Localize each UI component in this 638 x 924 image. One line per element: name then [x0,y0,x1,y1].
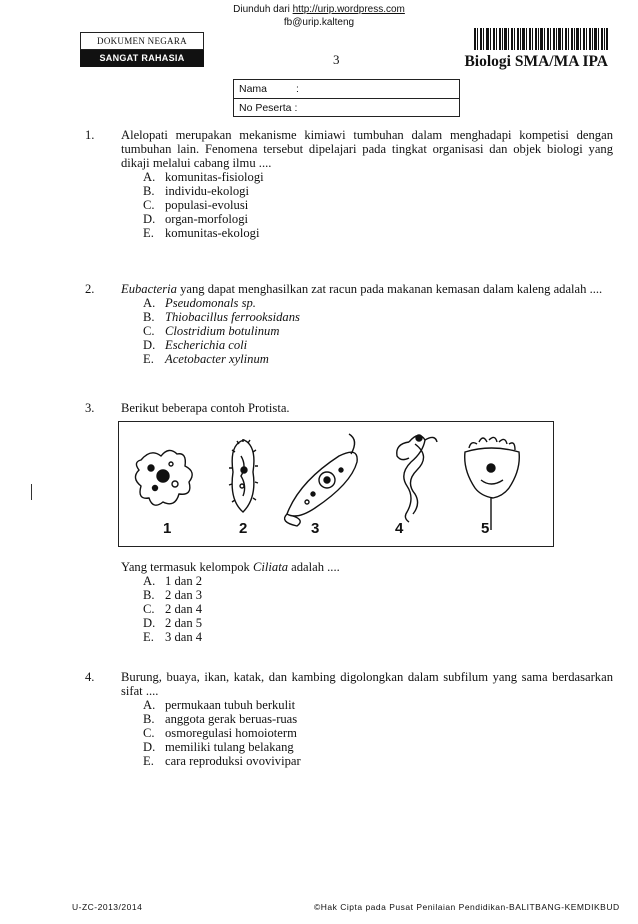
participant-number-row[interactable] [234,98,459,117]
option-key: D. [143,616,156,630]
option-key: A. [143,698,156,712]
option-text: permukaan tubuh berkulit [165,698,296,712]
option-a[interactable] [143,698,613,712]
option-text: komunitas-fisiologi [165,170,264,184]
option-b[interactable] [143,588,613,602]
option-text: memiliki tulang belakang [165,740,294,754]
option-key: E. [143,352,154,366]
option-text: 2 dan 5 [165,616,203,630]
paramecium-icon [229,439,258,512]
option-key: D. [143,212,156,226]
protista-figure [118,421,554,547]
identity-box [233,79,460,117]
question-text: Alelopati merupakan mekanisme kimiawi tumbuhan dalam menghadapi kompetisi dengan tumbuhan lain. Fenomena tersebut dipelajari pada tingkat organisasi dan objek biologi yang dikaji melalui cabang ilmu .... [121,128,613,170]
question-number: 2. [85,282,95,296]
participant-number-label: No Peserta : [239,102,298,114]
option-text: organ-morfologi [165,212,249,226]
option-b[interactable] [143,310,613,324]
option-e[interactable] [143,754,613,768]
option-key: B. [143,310,155,324]
option-d[interactable] [143,616,613,630]
option-key: B. [143,184,155,198]
option-text: cara reproduksi ovovivipar [165,754,301,768]
option-b[interactable] [143,712,613,726]
option-d[interactable] [143,740,613,754]
option-a[interactable] [143,574,613,588]
name-row[interactable] [234,80,459,98]
option-e[interactable] [143,226,613,240]
option-text: 2 dan 4 [165,602,203,616]
option-b[interactable] [143,184,613,198]
option-list [143,574,613,644]
figure-label-3: 3 [311,520,320,537]
option-list [143,170,613,240]
option-key: C. [143,602,155,616]
option-d[interactable] [143,212,613,226]
option-key: A. [143,170,156,184]
vorticella-icon [465,437,520,530]
option-key: D. [143,740,156,754]
doc-label: DOKUMEN NEGARA [80,32,204,50]
option-a[interactable] [143,170,613,184]
euglena-icon [285,434,358,526]
option-key: D. [143,338,156,352]
option-e[interactable] [143,630,613,644]
option-text: Pseudomonals sp. [165,296,256,310]
figure-label-4: 4 [395,520,404,537]
stem-text: Yang termasuk kelompok [121,560,253,574]
option-text: Escherichia coli [165,338,248,352]
option-text: 3 dan 4 [165,630,203,644]
question-3-stem [85,560,613,644]
subject-title: Biologi SMA/MA IPA [464,53,608,70]
amoeba-icon [135,450,192,505]
option-key: E. [143,630,154,644]
stem-text-end: adalah .... [288,560,340,574]
question-1 [85,128,613,240]
question-text: Burung, buaya, ikan, katak, dan kambing digolongkan dalam subfilum yang sama berdasarkan sifat .... [121,670,613,698]
footer-code: U-ZC-2013/2014 [72,902,143,912]
option-c[interactable] [143,602,613,616]
question-2 [85,282,613,366]
question-number: 3. [85,401,95,415]
option-key: E. [143,754,154,768]
option-e[interactable] [143,352,613,366]
secret-label: SANGAT RAHASIA [80,50,204,67]
question-number: 1. [85,128,95,142]
name-label: Nama [239,83,268,95]
source-contact: fb@urip.kalteng [283,17,355,28]
question-stem [121,560,613,574]
option-text: 1 dan 2 [165,574,203,588]
source-prefix: Diunduh dari [233,4,293,15]
option-text: anggota gerak beruas-ruas [165,712,298,726]
question-number: 4. [85,670,95,684]
option-text: Acetobacter xylinum [165,352,269,366]
question-3 [85,401,613,415]
option-a[interactable] [143,296,613,310]
option-key: B. [143,588,155,602]
option-c[interactable] [143,198,613,212]
option-key: A. [143,574,156,588]
stem-italic-term: Ciliata [253,560,288,574]
option-list [143,698,613,768]
option-list [143,296,613,366]
figure-label-2: 2 [239,520,248,537]
option-text: komunitas-ekologi [165,226,260,240]
option-text: osmoregulasi homoioterm [165,726,297,740]
option-text: 2 dan 3 [165,588,203,602]
page-number: 3 [333,52,340,67]
figure-label-5: 5 [481,520,490,537]
margin-mark [31,484,32,500]
option-d[interactable] [143,338,613,352]
option-c[interactable] [143,324,613,338]
option-c[interactable] [143,726,613,740]
figure-label-1: 1 [163,520,172,537]
option-key: C. [143,726,155,740]
question-text: Berikut beberapa contoh Protista. [121,401,290,415]
option-key: A. [143,296,156,310]
option-text: Thiobacillus ferrooksidans [165,310,300,324]
source-link[interactable]: http://urip.wordpress.com [292,4,405,15]
trypanosoma-icon [397,435,437,522]
question-text-rest: yang dapat menghasilkan zat racun pada makanan kemasan dalam kaleng adalah .... [176,282,603,296]
option-key: E. [143,226,154,240]
name-colon: : [296,83,299,95]
option-key: C. [143,324,155,338]
option-text: populasi-evolusi [165,198,249,212]
question-4 [85,670,613,768]
option-text: Clostridium botulinum [165,324,280,338]
question-italic-term: Eubacteria [121,282,177,296]
option-key: B. [143,712,155,726]
option-key: C. [143,198,155,212]
question-text [121,282,613,296]
footer-copyright: ©Hak Cipta pada Pusat Penilaian Pendidikan-BALITBANG-KEMDIKBUD [314,902,620,912]
source-line [0,3,638,16]
option-text: individu-ekologi [165,184,249,198]
barcode-icon [474,28,608,50]
